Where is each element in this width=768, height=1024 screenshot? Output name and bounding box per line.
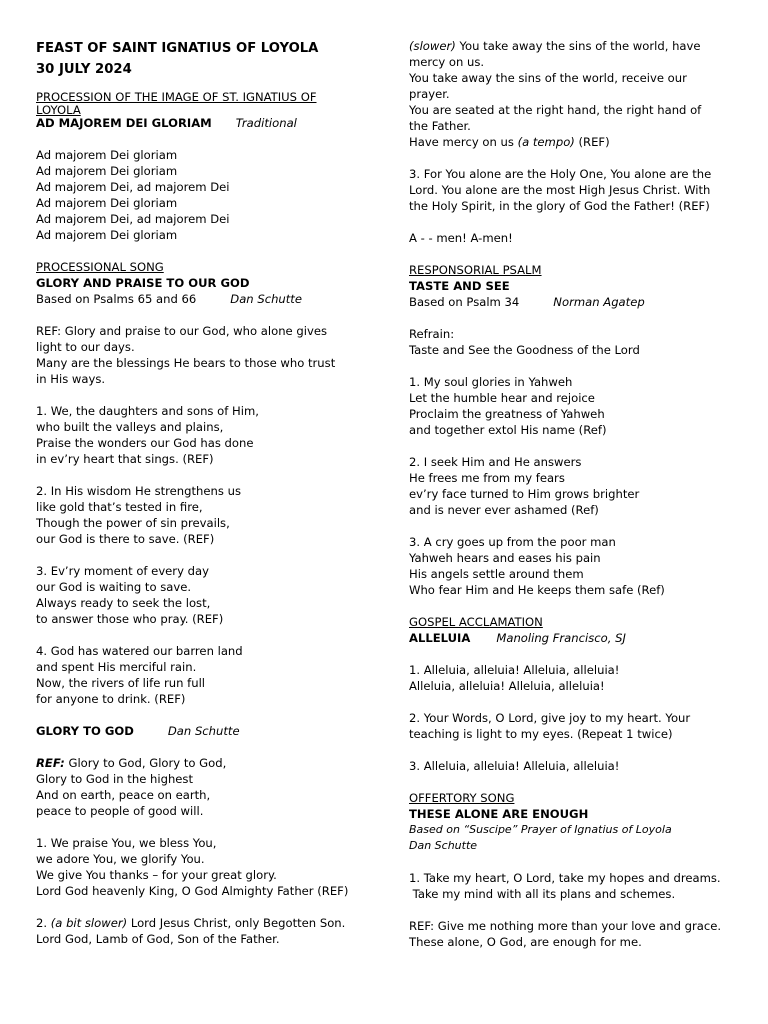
lyric-line: Glory to God in the highest [36,772,194,786]
lyric-line: Many are the blessings He bears to those who trust [36,356,336,370]
gloria-mercy-line [409,134,749,150]
psalm-author: Norman Agatep [553,295,645,309]
procession-song-author: Traditional [235,116,297,130]
lyric-text: You take away the sins of the world, have [455,39,701,53]
procession-song-header [36,115,378,131]
lyric-line: we adore You, we glorify You. [36,852,205,866]
offertory-title: THESE ALONE ARE ENOUGH [409,807,589,821]
lyric-line: We give You thanks – for your great glory. [36,868,277,882]
gloria-v2-first-line [36,915,378,931]
lyric-line: 2. Your Words, O Lord, give joy to my heart. Your [409,711,691,725]
lyric-line: in His ways. [36,372,106,386]
gospel-header [409,630,749,646]
lyric-line: and is never ever ashamed (Ref) [409,503,599,517]
lyric-line: 3. Alleluia, alleluia! Alleluia, alleluia! [409,759,620,773]
lyric-line: Lord God heavenly King, O God Almighty Father (REF) [36,884,349,898]
lyric-line: Ad majorem Dei gloriam [36,228,178,242]
psalm-heading: RESPONSORIAL PSALM [409,263,542,277]
processional-heading: PROCESSIONAL SONG [36,260,164,274]
lyric-line: 1. My soul glories in Yahweh [409,375,573,389]
lyric-line: Ad majorem Dei, ad majorem Dei [36,212,230,226]
lyric-line: 3. A cry goes up from the poor man [409,535,616,549]
lyric-line: Ad majorem Dei gloriam [36,196,178,210]
lyric-line: our God is waiting to save. [36,580,192,594]
lyric-line: 2. I seek Him and He answers [409,455,582,469]
gospel-author: Manoling Francisco, SJ [496,631,626,645]
psalm-basis: Based on Psalm 34 [409,295,520,309]
procession-song-title: AD MAJOREM DEI GLORIAM [36,116,212,130]
lyric-text: Glory to God, Glory to God, [64,756,227,770]
lyric-line: 1. Alleluia, alleluia! Alleluia, alleluia! [409,663,620,677]
lyric-line: REF: Give me nothing more than your love and grace. [409,919,722,933]
gospel-title: ALLELUIA [409,631,471,645]
processional-basis: Based on Psalms 65 and 66 [36,292,197,306]
lyric-line: 1. We praise You, we bless You, [36,836,217,850]
tempo-marking: (a bit slower) [50,916,128,930]
lyric-line: Ad majorem Dei gloriam [36,148,178,162]
lyric-line: ev’ry face turned to Him grows brighter [409,487,640,501]
lyric-line: 1. Take my heart, O Lord, take my hopes and dreams. [409,871,721,885]
processional-song-title: GLORY AND PRAISE TO OUR GOD [36,276,250,290]
offertory-basis: Based on “Suscipe” Prayer of Ignatius of Loyola [409,823,672,836]
lyric-line: You take away the sins of the world, receive our [409,71,687,85]
lyric-line: Lord God, Lamb of God, Son of the Father. [36,932,280,946]
lyric-line: And on earth, peace on earth, [36,788,211,802]
lyric-line: 2. In His wisdom He strengthens us [36,484,242,498]
lyric-line: for anyone to drink. (REF) [36,692,186,706]
offertory-heading: OFFERTORY SONG [409,791,515,805]
lyric-line: REF: Glory and praise to our God, who alone gives [36,324,327,338]
procession-heading-cont: LOYOLA [36,103,81,117]
processional-song-meta [36,291,378,307]
lyric-line: 3. For You alone are the Holy One, You alone are the [409,167,712,181]
lyric-line: prayer. [409,87,450,101]
lyric-line: our God is there to save. (REF) [36,532,215,546]
lyric-line: Now, the rivers of life run full [36,676,206,690]
lyric-line: He frees me from my fears [409,471,565,485]
left-column [36,38,378,947]
lyric-line: Praise the wonders our God has done [36,436,254,450]
lyric-line: Lord. You alone are the most High Jesus Christ. With [409,183,711,197]
lyric-text: Lord Jesus Christ, only Begotten Son. [127,916,346,930]
lyric-line: Yahweh hears and eases his pain [409,551,601,565]
tempo-marking: (a tempo) [517,135,575,149]
lyric-line: like gold that’s tested in fire, [36,500,203,514]
lyric-line: Take my mind with all its plans and schemes. [409,887,676,901]
lyric-line: teaching is light to my eyes. (Repeat 1 twice) [409,727,673,741]
program-title: FEAST OF SAINT IGNATIUS OF LOYOLA [36,41,319,56]
lyric-text: Have mercy on us [409,135,518,149]
lyric-line: to answer those who pray. (REF) [36,612,224,626]
psalm-title: TASTE AND SEE [409,279,510,293]
amen-line: A - - men! A-men! [409,231,513,245]
refrain-text: Taste and See the Goodness of the Lord [409,343,640,357]
lyric-line: who built the valleys and plains, [36,420,224,434]
lyric-line: His angels settle around them [409,567,584,581]
lyric-line: Proclaim the greatness of Yahweh [409,407,605,421]
lyric-line: You are seated at the right hand, the right hand of [409,103,702,117]
gospel-heading: GOSPEL ACCLAMATION [409,615,543,629]
lyric-line: Who fear Him and He keeps them safe (Ref) [409,583,665,597]
tempo-marking: (slower) [409,39,456,53]
lyric-line: 3. Ev’ry moment of every day [36,564,209,578]
lyric-line: Ad majorem Dei, ad majorem Dei [36,180,230,194]
lyric-line: Alleluia, alleluia! Alleluia, alleluia! [409,679,605,693]
lyric-line: Ad majorem Dei gloriam [36,164,178,178]
lyric-line: the Holy Spirit, in the glory of God the Father! (REF) [409,199,710,213]
psalm-meta [409,294,749,310]
verse-number: 2. [36,916,51,930]
lyric-line: Always ready to seek the lost, [36,596,211,610]
refrain-label: Refrain: [409,327,455,341]
lyric-line: Let the humble hear and rejoice [409,391,595,405]
gloria-title: GLORY TO GOD [36,724,134,738]
lyric-line: the Father. [409,119,471,133]
gloria-cont-first-line [409,38,749,54]
processional-author: Dan Schutte [230,292,302,306]
lyric-line: Though the power of sin prevails, [36,516,230,530]
ref-label: REF: [36,756,65,770]
gloria-header [36,723,378,739]
lyric-line: 4. God has watered our barren land [36,644,243,658]
lyric-text: (REF) [574,135,610,149]
lyric-line: peace to people of good will. [36,804,204,818]
procession-heading: PROCESSION OF THE IMAGE OF ST. IGNATIUS OF [36,90,317,104]
lyric-line: These alone, O God, are enough for me. [409,935,642,949]
lyric-line: mercy on us. [409,55,485,69]
offertory-author: Dan Schutte [409,839,478,852]
gloria-ref-first-line [36,755,378,771]
program-date: 30 JULY 2024 [36,62,132,77]
lyric-line: in ev’ry heart that sings. (REF) [36,452,214,466]
lyric-line: and spent His merciful rain. [36,660,197,674]
gloria-author: Dan Schutte [167,724,240,738]
right-column [409,38,749,950]
lyric-line: 1. We, the daughters and sons of Him, [36,404,259,418]
lyric-line: and together extol His name (Ref) [409,423,607,437]
lyric-line: light to our days. [36,340,135,354]
